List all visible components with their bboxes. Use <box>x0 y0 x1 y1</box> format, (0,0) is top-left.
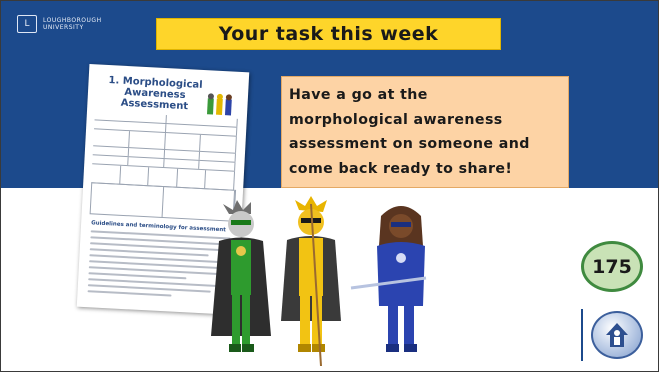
count-badge: 175 <box>581 241 643 292</box>
blue-hero <box>351 206 426 352</box>
superhero-characters-illustration <box>211 196 451 371</box>
logo-mark: L <box>17 15 37 33</box>
task-line-3: assessment on someone and <box>289 136 530 152</box>
nav-divider <box>581 309 583 361</box>
logo-line-1: LOUGHBOROUGH <box>43 17 102 24</box>
doc-section-heading: Guidelines and terminology for assessment <box>90 220 226 234</box>
green-hero <box>211 200 271 352</box>
logo-line-2: UNIVERSITY <box>43 24 84 31</box>
doc-table <box>91 111 238 190</box>
home-button[interactable] <box>591 311 643 359</box>
doc-title-line-1: 1. Morphological Awareness <box>108 75 203 102</box>
slide-title: Your task this week <box>156 18 501 50</box>
doc-body-text <box>87 230 230 303</box>
task-line-1: Have a go at the <box>289 87 428 103</box>
mini-heroes-icon <box>205 92 236 118</box>
home-icon <box>604 321 630 349</box>
university-logo <box>17 15 102 33</box>
task-line-2: morphological awareness <box>289 111 503 128</box>
doc-title-line-2: Assessment <box>120 97 189 113</box>
task-line-4: come back ready to share! <box>289 160 513 177</box>
yellow-hero <box>281 196 341 366</box>
task-instructions <box>281 76 569 188</box>
